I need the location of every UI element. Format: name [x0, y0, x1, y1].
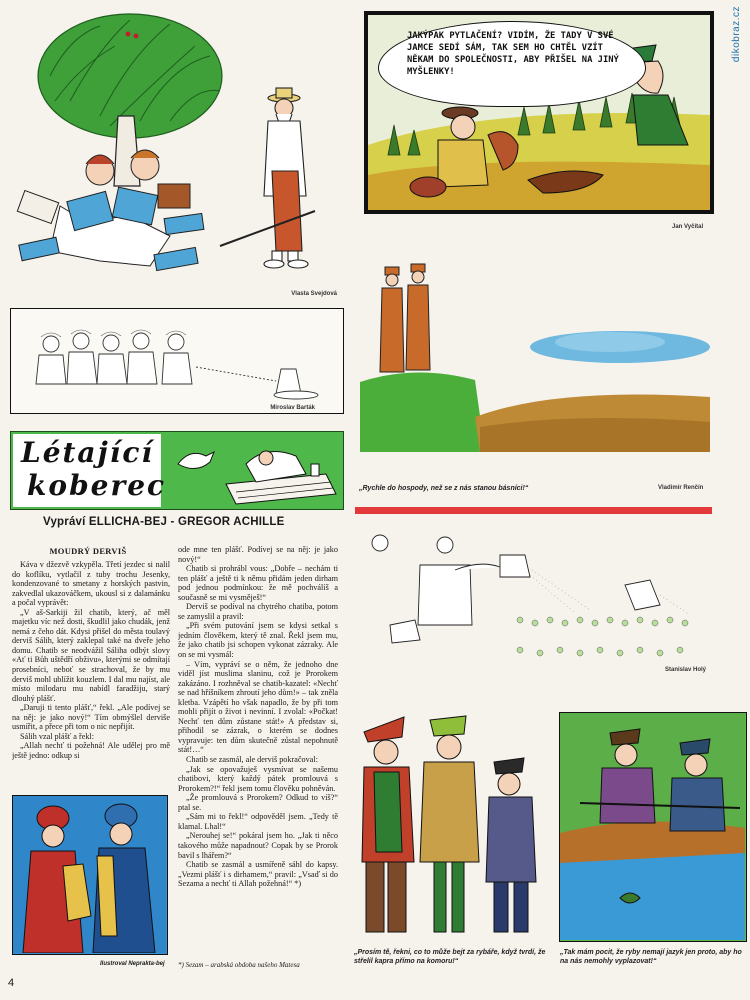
paragraph: „Daruji ti tento plášť,“ řekl. „Ale podívej se na něj: je jako nový!“ Tím obmýšlel derviše usmířit, a přece při tom o nic nepřijít.	[12, 703, 170, 732]
paragraph: Sálih vzal plášť a řekl:	[20, 731, 94, 741]
fishermen-boat-cartoon	[559, 712, 747, 942]
paragraph: ode mne ten plášť. Podívej se na něj: je jako nový!“	[178, 545, 338, 564]
watermark: dikobraz.cz	[731, 6, 742, 63]
watering-cartoon	[360, 525, 710, 675]
article-column-1	[12, 560, 170, 792]
landscape-caption: „Rychle do hospody, než se z nás stanou básníci!“	[359, 485, 529, 492]
paragraph: „Nerouhej se!“ pokáral jsem ho. „Jak ti něco takového může napadnout? Copak by se Prorok bavil s lhářem?“	[178, 831, 338, 860]
artist-credit: Stanislav Holý	[665, 667, 707, 673]
paragraph: Chatib si prohrábl vous: „Dobře – nechám ti ten plášť a ještě ti k němu přidám jeden dirham pod jednou podmínkou: že mě pochválíš a současně se mi vysměješ!“	[178, 564, 338, 602]
fishermen-boat-illustration	[560, 713, 745, 940]
dervish-illustration	[12, 795, 168, 955]
paragraph: „V aš-Sarkiji žil chatib, který, ač měl majetku víc než dosti, škudlil jako chudák, jenž nemá z čeho dát. Kdysi přišel do města toulavý derviš Sálih, který zaklepal také na dveře jeho domu. Chatib se neodvážil Sáliha odbýt slovy «Ať ti Bůh uštědří obživu», kterými se odmítají prosebníci, neboť se strachoval, že by mu derviš mohl ublížit kouzlem. I dal mu najíst, ale místo milodaru mu nabídl faradžiju, starý dlouhý plášť.	[12, 607, 170, 703]
dervish-drawing	[13, 796, 166, 953]
paragraph: „Sám mi to řekl!“ odpověděl jsem. „Tedy tě klamal. Lhal!“	[178, 812, 338, 831]
landscape-illustration	[355, 252, 710, 484]
article-title: MOUDRÝ DERVIŠ	[49, 546, 127, 556]
fishermen-talk-illustration	[354, 712, 550, 948]
page-number: 4	[8, 977, 15, 989]
paragraph: „Jak se opovažuješ vysmívat se našemu chatibovi, který každý pátek promlouvá s Prorokem?!“ řekl jsem tomu člověku pohněván.	[178, 764, 338, 793]
procession-cartoon	[10, 308, 344, 414]
article-banner	[10, 431, 344, 510]
paragraph: Chatib se zasmál a usmířeně sáhl do kapsy. „Vezmi plášť i s dirhamem,“ pravil: „Vsaď si do Sezama a nechť ti Allah požehná!“ *)	[178, 860, 338, 889]
footnote: *) Sezam – arabská obdoba našeho Matesa	[178, 961, 300, 969]
fishermen-talk-cartoon	[354, 712, 550, 965]
article-column-2	[178, 545, 338, 957]
poacher-cartoon	[364, 11, 714, 214]
watering-illustration	[360, 525, 710, 675]
paragraph: Derviš se podíval na chytrého chatiba, potom se zamyslil a pravil:	[178, 602, 338, 621]
artist-credit: Vlasta Svejdová	[291, 291, 337, 297]
banner-title-line2: koberec	[27, 469, 167, 502]
banner-title-line1: Létající	[21, 436, 155, 469]
tree-readers-illustration	[10, 6, 345, 301]
artist-credit: Miroslav Barták	[270, 405, 315, 411]
paragraph: Chatib se zasmál, ale derviš pokračoval:	[186, 755, 318, 765]
illustrator-credit: Ilustroval Neprakta-bej	[100, 961, 165, 967]
procession-illustration	[11, 309, 342, 412]
red-divider	[355, 507, 712, 514]
artist-credit: Jan Vyčítal	[672, 224, 704, 230]
fishermen-talk-caption: „Prosím tě, řekni, co to může bejt za rybáře, když tvrdí, že střelil kapra přímo na komoru!“	[354, 949, 546, 965]
flying-carpet-illustration	[166, 434, 342, 507]
paragraph: – Vím, vypráví se o něm, že jednoho dne viděl jíst muslima slaninu, což je Prorokem zakázáno. I rozhněval se chatib-kazatel: «Nechť se nad hříšníkem zhroutí jeho dům!» – tak zněla kletba. Vzápětí ho však napadlo, že by při tom mohli přijít o život i nevinní. I zvolal: «Počkat! Nechť ten dům zůstane stát!» A představ si, přihodil se zázrak, o kterém se dodnes vypravuje: ten dům skutečně zůstal nepohnutě stát!…“	[178, 659, 338, 755]
paragraph: Káva v džezvě vzkypěla. Třetí jezdec si nalil do koflíku, vytlačil z tuby trochu Jesenky, kondenzované to smetany z horských pastvin, zakvedlal ukazováčkem, ukousl si z dalamánku a počal vyprávět:	[12, 560, 170, 608]
paragraph: „Že promlouvá s Prorokem? Odkud to víš?“ ptal se.	[178, 793, 338, 812]
paragraph: „Při svém putování jsem se kdysi setkal s jedním člověkem, který tě znal. Řekl jsem mu, že jako chatib jsi schopen vykonat zázraky. Ale on se mi vysmál:	[178, 621, 338, 660]
fishermen-boat-caption: „Tak mám pocit, že ryby nemají jazyk jen proto, aby ho na nás nemohly vyplazovat!“	[560, 949, 742, 965]
speech-text: JAKÝPAK PYTLAČENÍ? VIDÍM, ŽE TADY V SVÉ JAMCE SEDÍ SÁM, TAK SEM HO CHTĚL VZÍT NĚKAM DO SPOLEČNOSTI, ABY PŘIŠEL NA JINÝ MYŠLENKY!	[407, 31, 619, 77]
article-byline: Vypráví ELLICHA-BEJ - GREGOR ACHILLE	[43, 516, 285, 528]
tree-readers-cartoon	[10, 6, 345, 301]
paragraph: „Allah nechť ti požehná! Ale udělej pro mě ještě jedno: odkup si	[12, 741, 170, 760]
artist-credit: Vladimír Renčín	[658, 485, 704, 491]
banner-title-box	[13, 434, 167, 507]
poacher-speech-bubble	[378, 21, 646, 107]
landscape-cartoon	[355, 252, 710, 492]
